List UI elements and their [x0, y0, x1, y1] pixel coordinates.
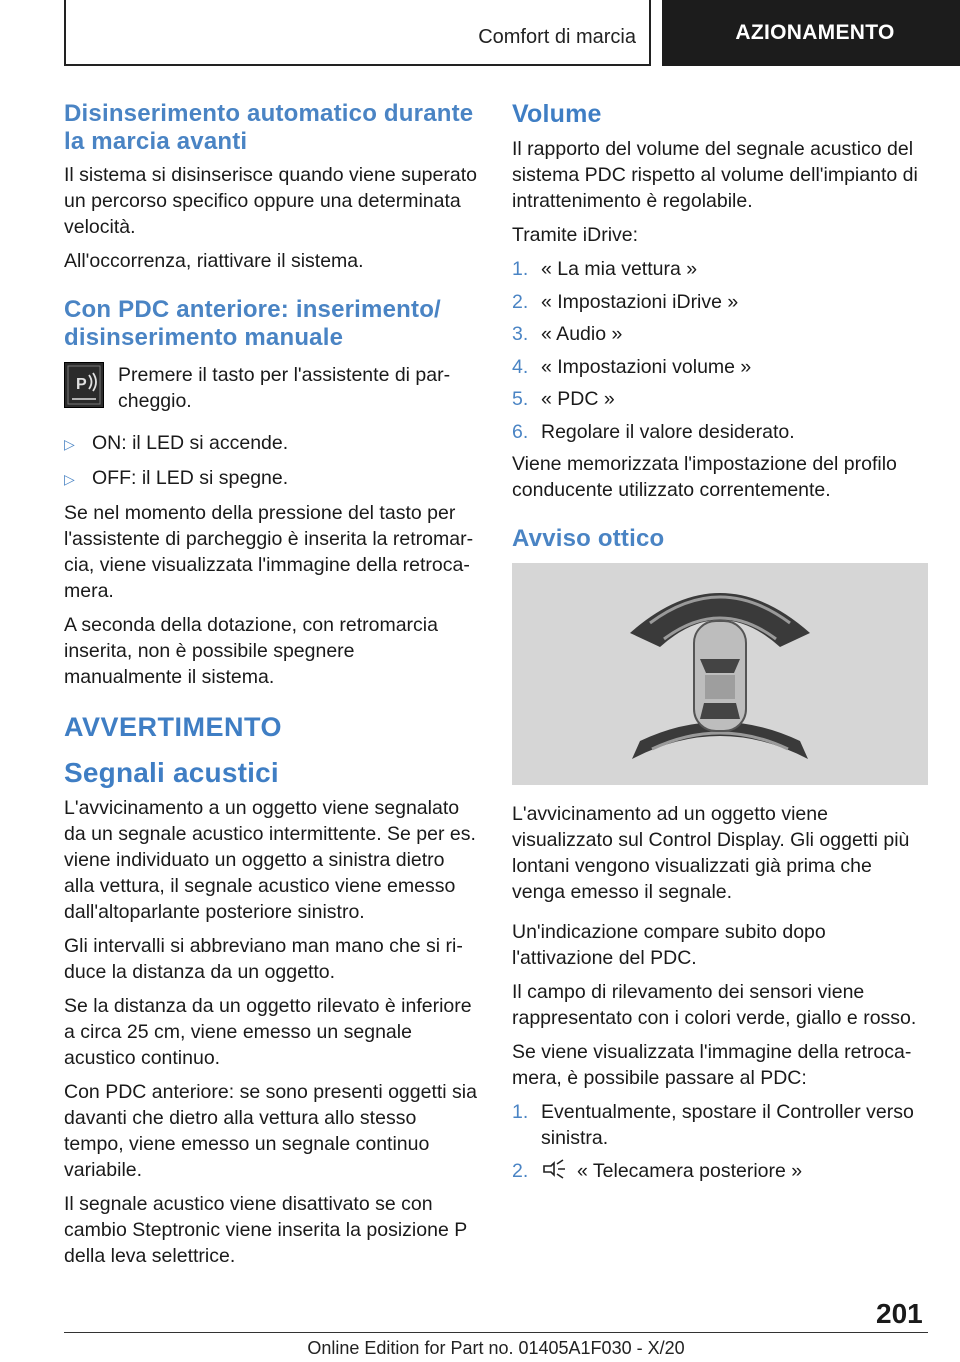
camera-steps: [512, 1099, 928, 1187]
step-text: « Impostazioni volume »: [541, 355, 752, 378]
rear-camera-icon: [541, 1158, 567, 1187]
step-number: 3.: [512, 323, 529, 345]
pdc-display-illustration: [512, 563, 928, 785]
button-instruction: Premere il tasto per l'assistente di parcheggio.: [118, 364, 451, 412]
paragraph: Il rapporto del volume del segnale acustico del sistema PDC rispetto al volume dell'impianto di intrattenimento è regolabile.: [512, 138, 918, 212]
footer-edition: Online Edition for Part no. 01405A1F030 - X/20: [307, 1338, 685, 1358]
paragraph: Se nel momento della pressione del tasto per l'assistente di parcheggio è inserita la retromarcia, viene visualizzata l'immagine della retrocamera.: [64, 502, 474, 602]
paragraph: L'avvicinamento ad un oggetto viene visualizzato sul Control Display. Gli oggetti più lontani vengono visualizzati già prima che venga emesso il segnale.: [512, 803, 910, 903]
list-item: [512, 419, 928, 445]
page-number: 201: [876, 1298, 923, 1329]
step-text: Eventualmente, spostare il Controller verso sinistra.: [541, 1101, 914, 1149]
list-item: [512, 289, 928, 315]
step-text: « PDC »: [541, 388, 615, 410]
paragraph: Il campo di rilevamento dei sensori viene rappresentato con i colori verde, giallo e rosso.: [512, 981, 917, 1029]
header-left-rule: [64, 0, 66, 66]
step-number: 1.: [512, 1101, 529, 1123]
warning-title: AVVERTIMENTO: [64, 712, 283, 742]
right-column: [512, 100, 928, 1193]
heading-visual-warning: Avviso ottico: [512, 525, 665, 552]
list-item: [512, 1099, 928, 1151]
paragraph: Se viene visualizzata l'immagine della retrocamera, è possibile passare al PDC:: [512, 1041, 912, 1089]
list-item: [512, 386, 928, 412]
paragraph: Un'indicazione compare subito dopo l'attivazione del PDC.: [512, 921, 826, 969]
bullet-item: [64, 465, 478, 492]
step-number: 5.: [512, 388, 529, 410]
idrive-steps: [512, 256, 928, 445]
step-text: Regolare il valore desiderato.: [541, 420, 795, 443]
step-text: « Audio »: [541, 323, 623, 345]
header-section-title: Comfort di marcia: [478, 26, 636, 48]
parking-button-row: [64, 362, 478, 414]
list-item: [512, 354, 928, 380]
bullet-text: OFF: il LED si spegne.: [92, 467, 289, 489]
heading-acoustic-signals: Segnali acustici: [64, 757, 279, 788]
left-column: [64, 100, 478, 1277]
step-text: « Impostazioni iDrive »: [541, 290, 739, 313]
heading-front-pdc: Con PDC anteriore: inserimento/ disinserimento manuale: [64, 296, 441, 351]
paragraph: Tramite iDrive:: [512, 224, 639, 246]
header-divider: [649, 0, 651, 66]
heading-auto-off: Disinserimento automatico durante la marcia avanti: [64, 100, 474, 155]
bullet-item: [64, 430, 478, 457]
paragraph: Gli intervalli si abbreviano man mano che si riduce la distanza da un oggetto.: [64, 935, 463, 983]
step-text: « Telecamera posteriore »: [577, 1159, 803, 1182]
paragraph: L'avvicinamento a un oggetto viene segnalato da un segnale acustico intermittente. Se per es. viene individuato un oggetto a sinistra dietro alla vettura, il segnale acustico viene emesso dall'altoparlante posteriore sinistro.: [64, 797, 476, 923]
paragraph: Viene memorizzata l'impostazione del profilo conducente utilizzato correntemente.: [512, 453, 897, 501]
step-number: 6.: [512, 420, 529, 443]
step-number: 2.: [512, 1159, 529, 1182]
bullet-text: ON: il LED si accende.: [92, 432, 289, 454]
list-item: [512, 256, 928, 282]
car-sensor-illustration: [512, 563, 928, 785]
paragraph: Il sistema si disinserisce quando viene superato un percorso specifico oppure una determinata velocità.: [64, 164, 477, 238]
paragraph: All'occorrenza, riattivare il sistema.: [64, 250, 364, 272]
triangle-bullet-icon: ▷: [64, 436, 75, 452]
triangle-bullet-icon: ▷: [64, 471, 75, 487]
step-number: 2.: [512, 290, 529, 313]
svg-text:P: P: [76, 376, 87, 393]
step-number: 4.: [512, 355, 529, 378]
chapter-tab[interactable]: AZIONAMENTO: [662, 0, 960, 66]
heading-volume: Volume: [512, 100, 602, 128]
list-item: [512, 1158, 928, 1187]
car-top-view-icon: [694, 621, 746, 731]
step-number: 1.: [512, 258, 529, 280]
parking-assistant-button-icon: [64, 362, 104, 408]
header-bottom-rule: [64, 64, 649, 66]
step-text: « La mia vettura »: [541, 258, 698, 280]
paragraph: Se la distanza da un oggetto rilevato è inferiore a circa 25 cm, viene emesso un segnale acustico continuo.: [64, 995, 472, 1069]
list-item: [512, 321, 928, 347]
footer-rule: [64, 1332, 928, 1333]
paragraph: Il segnale acustico viene disattivato se con cambio Steptronic viene inserita la posizione P della leva selettrice.: [64, 1193, 467, 1267]
paragraph: Con PDC anteriore: se sono presenti oggetti sia davanti che dietro alla vettura allo stesso tempo, viene emesso un segnale continuo variabile.: [64, 1081, 477, 1181]
paragraph: A seconda della dotazione, con retromarcia inserita, non è possibile spegnere manualmente il sistema.: [64, 614, 438, 688]
